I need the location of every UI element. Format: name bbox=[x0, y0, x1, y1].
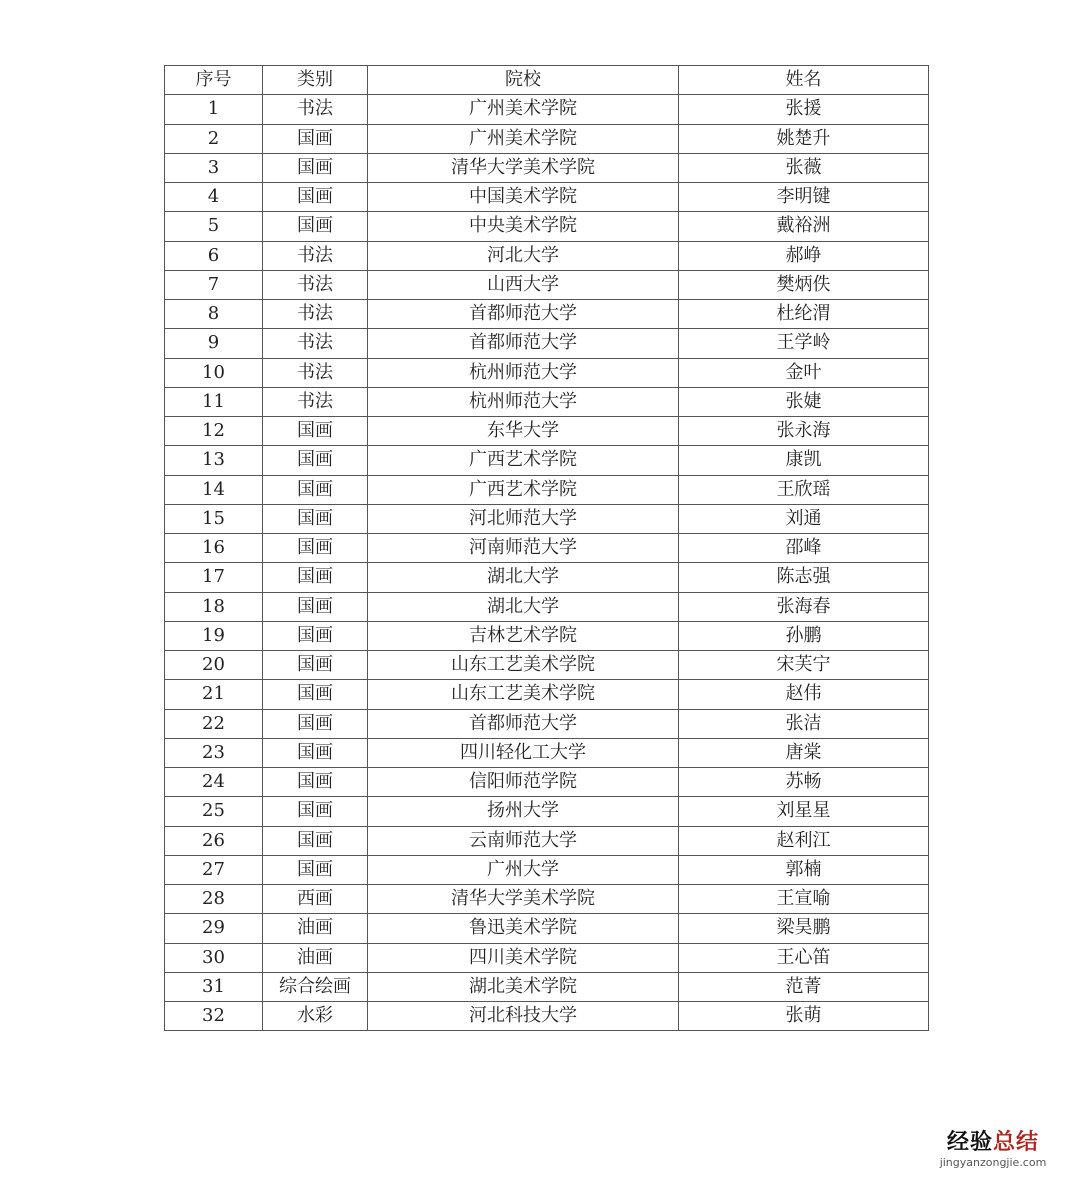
table-row bbox=[165, 534, 929, 563]
cell-school: 山西大学 bbox=[368, 270, 679, 299]
table-row bbox=[165, 504, 929, 533]
cell-name: 郭楠 bbox=[679, 855, 929, 884]
cell-category: 综合绘画 bbox=[263, 972, 368, 1001]
table-row bbox=[165, 855, 929, 884]
table-row bbox=[165, 738, 929, 767]
cell-school: 中国美术学院 bbox=[368, 183, 679, 212]
cell-school: 四川美术学院 bbox=[368, 943, 679, 972]
cell-school: 河北大学 bbox=[368, 241, 679, 270]
table-row bbox=[165, 475, 929, 504]
watermark-url: jingyanzongjie.com bbox=[939, 1156, 1047, 1169]
cell-index: 13 bbox=[165, 446, 263, 475]
cell-index: 7 bbox=[165, 270, 263, 299]
cell-school: 山东工艺美术学院 bbox=[368, 680, 679, 709]
cell-index: 27 bbox=[165, 855, 263, 884]
cell-category: 水彩 bbox=[263, 1002, 368, 1031]
cell-school: 山东工艺美术学院 bbox=[368, 651, 679, 680]
cell-name: 唐棠 bbox=[679, 738, 929, 767]
cell-school: 广西艺术学院 bbox=[368, 475, 679, 504]
cell-category: 国画 bbox=[263, 212, 368, 241]
cell-school: 信阳师范学院 bbox=[368, 768, 679, 797]
cell-category: 油画 bbox=[263, 914, 368, 943]
cell-name: 郝峥 bbox=[679, 241, 929, 270]
table-row bbox=[165, 300, 929, 329]
header-name: 姓名 bbox=[679, 66, 929, 95]
cell-category: 国画 bbox=[263, 563, 368, 592]
cell-name: 姚楚升 bbox=[679, 124, 929, 153]
header-category: 类别 bbox=[263, 66, 368, 95]
cell-school: 首都师范大学 bbox=[368, 329, 679, 358]
cell-school: 中央美术学院 bbox=[368, 212, 679, 241]
cell-index: 16 bbox=[165, 534, 263, 563]
cell-school: 湖北大学 bbox=[368, 563, 679, 592]
cell-category: 国画 bbox=[263, 475, 368, 504]
cell-school: 四川轻化工大学 bbox=[368, 738, 679, 767]
cell-index: 6 bbox=[165, 241, 263, 270]
cell-index: 8 bbox=[165, 300, 263, 329]
table-row bbox=[165, 651, 929, 680]
header-index: 序号 bbox=[165, 66, 263, 95]
cell-school: 东华大学 bbox=[368, 417, 679, 446]
cell-category: 国画 bbox=[263, 768, 368, 797]
cell-index: 25 bbox=[165, 797, 263, 826]
cell-index: 19 bbox=[165, 621, 263, 650]
table-row bbox=[165, 417, 929, 446]
header-school: 院校 bbox=[368, 66, 679, 95]
watermark bbox=[918, 1130, 1068, 1170]
cell-index: 30 bbox=[165, 943, 263, 972]
cell-school: 广州大学 bbox=[368, 855, 679, 884]
cell-category: 国画 bbox=[263, 592, 368, 621]
cell-name: 赵伟 bbox=[679, 680, 929, 709]
cell-school: 河北科技大学 bbox=[368, 1002, 679, 1031]
cell-name: 康凯 bbox=[679, 446, 929, 475]
cell-index: 11 bbox=[165, 387, 263, 416]
cell-category: 国画 bbox=[263, 417, 368, 446]
table-row bbox=[165, 826, 929, 855]
table-row bbox=[165, 124, 929, 153]
cell-category: 国画 bbox=[263, 446, 368, 475]
cell-category: 国画 bbox=[263, 504, 368, 533]
cell-name: 张海春 bbox=[679, 592, 929, 621]
cell-index: 20 bbox=[165, 651, 263, 680]
cell-index: 26 bbox=[165, 826, 263, 855]
cell-index: 23 bbox=[165, 738, 263, 767]
cell-name: 金叶 bbox=[679, 358, 929, 387]
cell-school: 广西艺术学院 bbox=[368, 446, 679, 475]
cell-name: 戴裕洲 bbox=[679, 212, 929, 241]
cell-category: 国画 bbox=[263, 534, 368, 563]
cell-index: 17 bbox=[165, 563, 263, 592]
cell-index: 31 bbox=[165, 972, 263, 1001]
cell-index: 18 bbox=[165, 592, 263, 621]
cell-school: 广州美术学院 bbox=[368, 124, 679, 153]
table-row bbox=[165, 592, 929, 621]
cell-name: 赵利江 bbox=[679, 826, 929, 855]
cell-name: 王学岭 bbox=[679, 329, 929, 358]
cell-category: 书法 bbox=[263, 300, 368, 329]
header-row bbox=[165, 66, 929, 95]
table-body bbox=[165, 95, 929, 1031]
table-row bbox=[165, 241, 929, 270]
table-row bbox=[165, 153, 929, 182]
cell-name: 范菁 bbox=[679, 972, 929, 1001]
cell-school: 杭州师范大学 bbox=[368, 358, 679, 387]
cell-category: 国画 bbox=[263, 651, 368, 680]
cell-school: 广州美术学院 bbox=[368, 95, 679, 124]
watermark-title-part1: 经验 bbox=[946, 1130, 993, 1155]
watermark-title bbox=[918, 1130, 1068, 1156]
table-row bbox=[165, 709, 929, 738]
cell-name: 杜纶渭 bbox=[679, 300, 929, 329]
table-row bbox=[165, 212, 929, 241]
table-row bbox=[165, 797, 929, 826]
cell-name: 张永海 bbox=[679, 417, 929, 446]
cell-category: 国画 bbox=[263, 855, 368, 884]
cell-name: 王宣喻 bbox=[679, 885, 929, 914]
roster-table bbox=[164, 65, 929, 1031]
table-row bbox=[165, 621, 929, 650]
table-row bbox=[165, 563, 929, 592]
cell-name: 张洁 bbox=[679, 709, 929, 738]
table-row bbox=[165, 183, 929, 212]
table-row bbox=[165, 943, 929, 972]
cell-name: 张婕 bbox=[679, 387, 929, 416]
cell-index: 22 bbox=[165, 709, 263, 738]
cell-index: 4 bbox=[165, 183, 263, 212]
table-row bbox=[165, 358, 929, 387]
cell-index: 15 bbox=[165, 504, 263, 533]
cell-name: 宋芙宁 bbox=[679, 651, 929, 680]
cell-school: 河北师范大学 bbox=[368, 504, 679, 533]
table-row bbox=[165, 446, 929, 475]
cell-name: 刘通 bbox=[679, 504, 929, 533]
cell-category: 国画 bbox=[263, 738, 368, 767]
cell-index: 2 bbox=[165, 124, 263, 153]
cell-school: 吉林艺术学院 bbox=[368, 621, 679, 650]
cell-name: 邵峰 bbox=[679, 534, 929, 563]
cell-name: 梁昊鹏 bbox=[679, 914, 929, 943]
table-row bbox=[165, 329, 929, 358]
cell-category: 书法 bbox=[263, 270, 368, 299]
cell-index: 21 bbox=[165, 680, 263, 709]
table-row bbox=[165, 1002, 929, 1031]
cell-school: 首都师范大学 bbox=[368, 300, 679, 329]
table-row bbox=[165, 914, 929, 943]
cell-name: 张薇 bbox=[679, 153, 929, 182]
cell-index: 1 bbox=[165, 95, 263, 124]
table-header bbox=[165, 66, 929, 95]
cell-category: 书法 bbox=[263, 95, 368, 124]
cell-school: 湖北大学 bbox=[368, 592, 679, 621]
cell-index: 28 bbox=[165, 885, 263, 914]
table-row bbox=[165, 885, 929, 914]
cell-school: 河南师范大学 bbox=[368, 534, 679, 563]
cell-category: 书法 bbox=[263, 358, 368, 387]
cell-name: 张萌 bbox=[679, 1002, 929, 1031]
cell-category: 国画 bbox=[263, 153, 368, 182]
cell-index: 14 bbox=[165, 475, 263, 504]
cell-index: 9 bbox=[165, 329, 263, 358]
cell-index: 12 bbox=[165, 417, 263, 446]
cell-name: 陈志强 bbox=[679, 563, 929, 592]
table-row bbox=[165, 387, 929, 416]
cell-school: 扬州大学 bbox=[368, 797, 679, 826]
cell-category: 国画 bbox=[263, 797, 368, 826]
table-row bbox=[165, 270, 929, 299]
cell-school: 湖北美术学院 bbox=[368, 972, 679, 1001]
cell-name: 刘星星 bbox=[679, 797, 929, 826]
cell-index: 24 bbox=[165, 768, 263, 797]
table-row bbox=[165, 680, 929, 709]
cell-category: 书法 bbox=[263, 387, 368, 416]
cell-index: 3 bbox=[165, 153, 263, 182]
cell-index: 5 bbox=[165, 212, 263, 241]
cell-category: 国画 bbox=[263, 183, 368, 212]
table-row bbox=[165, 95, 929, 124]
cell-name: 李明键 bbox=[679, 183, 929, 212]
cell-name: 苏畅 bbox=[679, 768, 929, 797]
cell-school: 清华大学美术学院 bbox=[368, 153, 679, 182]
cell-school: 云南师范大学 bbox=[368, 826, 679, 855]
cell-name: 樊炳佚 bbox=[679, 270, 929, 299]
cell-name: 张援 bbox=[679, 95, 929, 124]
cell-category: 国画 bbox=[263, 621, 368, 650]
watermark-title-part2: 总结 bbox=[993, 1130, 1040, 1155]
cell-name: 王心笛 bbox=[679, 943, 929, 972]
cell-name: 孙鹏 bbox=[679, 621, 929, 650]
cell-school: 清华大学美术学院 bbox=[368, 885, 679, 914]
cell-category: 书法 bbox=[263, 241, 368, 270]
cell-category: 书法 bbox=[263, 329, 368, 358]
cell-school: 首都师范大学 bbox=[368, 709, 679, 738]
cell-school: 鲁迅美术学院 bbox=[368, 914, 679, 943]
table-row bbox=[165, 768, 929, 797]
cell-category: 国画 bbox=[263, 124, 368, 153]
cell-category: 油画 bbox=[263, 943, 368, 972]
cell-category: 国画 bbox=[263, 680, 368, 709]
table-row bbox=[165, 972, 929, 1001]
cell-category: 西画 bbox=[263, 885, 368, 914]
cell-index: 10 bbox=[165, 358, 263, 387]
cell-category: 国画 bbox=[263, 709, 368, 738]
cell-index: 29 bbox=[165, 914, 263, 943]
cell-category: 国画 bbox=[263, 826, 368, 855]
cell-school: 杭州师范大学 bbox=[368, 387, 679, 416]
cell-index: 32 bbox=[165, 1002, 263, 1031]
cell-name: 王欣瑶 bbox=[679, 475, 929, 504]
